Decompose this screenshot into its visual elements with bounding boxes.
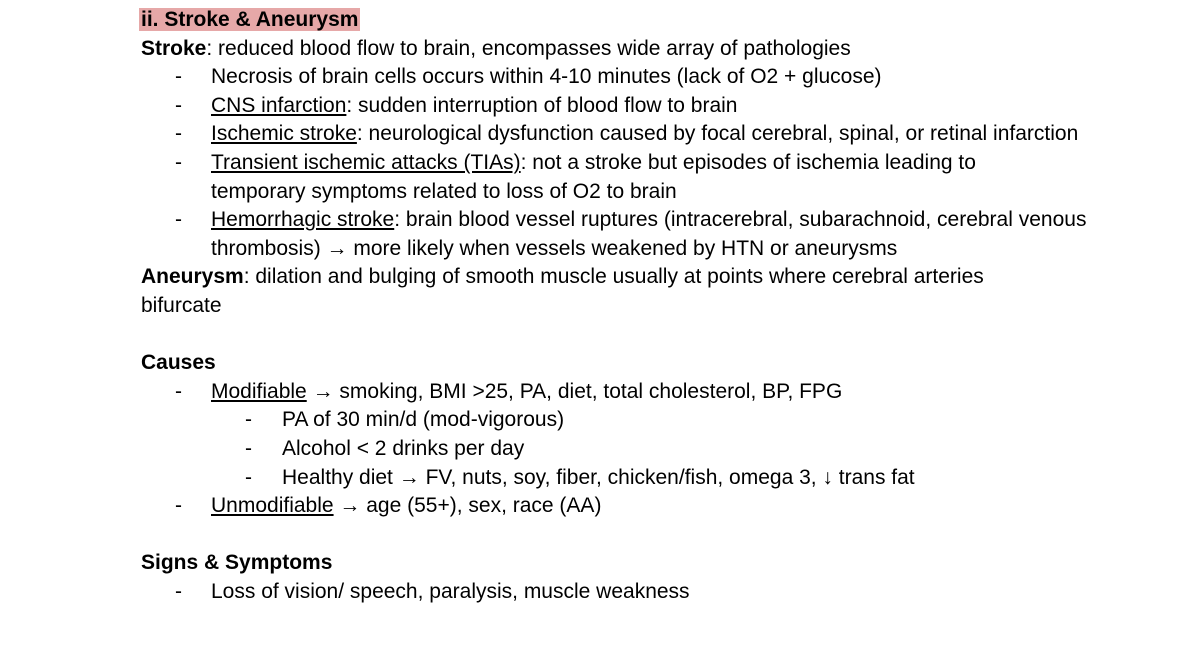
section-title-highlight: ii. Stroke & Aneurysm [141, 8, 359, 31]
stroke-definition [141, 35, 1151, 64]
spacer [141, 321, 1151, 350]
modifiable-subitem-text: Alcohol < 2 drinks per day [282, 436, 525, 460]
stroke-item [141, 63, 1151, 92]
unmodifiable-text: → age (55+), sex, race (AA) [333, 494, 602, 518]
stroke-item [141, 92, 1151, 121]
bullet-dash: - [245, 408, 252, 432]
causes-heading-text: Causes [141, 351, 216, 375]
causes-item-unmodifiable [141, 492, 1151, 521]
stroke-term: Stroke [141, 36, 207, 60]
signs-item [141, 578, 1151, 607]
stroke-item-term: CNS infarction [211, 93, 347, 117]
stroke-item-text: : brain blood vessel ruptures (intracerebral, subarachnoid, cerebral venous thrombosis) → more likely when vessels weakened by HTN or aneurysms [211, 208, 1087, 260]
stroke-item-text: : not a stroke but episodes of ischemia leading to temporary symptoms related to loss of O2 to brain [211, 150, 976, 203]
signs-item-text: Loss of vision/ speech, paralysis, muscle weakness [211, 579, 690, 603]
stroke-item [141, 206, 1111, 263]
stroke-item [141, 149, 1076, 206]
stroke-item-text: Necrosis of brain cells occurs within 4-10 minutes (lack of O2 + glucose) [211, 65, 882, 89]
signs-heading-text: Signs & Symptoms [141, 551, 333, 575]
stroke-item-term: Transient ischemic attacks (TIAs) [211, 150, 521, 174]
causes-item-modifiable [141, 378, 1151, 407]
causes-heading [141, 349, 1151, 378]
modifiable-subitem [141, 435, 1151, 464]
aneurysm-term: Aneurysm [141, 265, 244, 289]
bullet-dash: - [175, 208, 182, 232]
unmodifiable-term: Unmodifiable [211, 494, 334, 518]
bullet-dash: - [175, 494, 182, 518]
aneurysm-definition-text: : dilation and bulging of smooth muscle usually at points where cerebral arteries bifurcate [141, 265, 984, 317]
modifiable-text: → smoking, BMI >25, PA, diet, total cholesterol, BP, FPG [306, 379, 843, 403]
bullet-dash: - [175, 65, 182, 89]
modifiable-subitem [141, 406, 1151, 435]
stroke-item-term: Hemorrhagic stroke [211, 208, 395, 232]
bullet-dash: - [175, 122, 182, 146]
bullet-dash: - [245, 436, 252, 460]
document-page [141, 6, 1151, 606]
section-title [141, 6, 1151, 35]
bullet-dash: - [175, 579, 182, 603]
stroke-item-text: : neurological dysfunction caused by focal cerebral, spinal, or retinal infarction [356, 122, 1079, 146]
aneurysm-definition [141, 263, 1021, 320]
modifiable-subitem-text: PA of 30 min/d (mod-vigorous) [282, 408, 565, 432]
stroke-item-term: Ischemic stroke [211, 122, 357, 146]
stroke-item [141, 120, 1081, 149]
modifiable-term: Modifiable [211, 379, 307, 403]
bullet-dash: - [175, 150, 182, 174]
spacer [141, 521, 1151, 550]
bullet-dash: - [245, 465, 252, 489]
stroke-definition-text: : reduced blood flow to brain, encompasses wide array of pathologies [206, 36, 851, 60]
bullet-dash: - [175, 379, 182, 403]
modifiable-subitem-text: Healthy diet → FV, nuts, soy, fiber, chicken/fish, omega 3, ↓ trans fat [282, 465, 915, 489]
modifiable-subitem [141, 464, 1151, 493]
signs-heading [141, 549, 1151, 578]
stroke-item-text: : sudden interruption of blood flow to brain [346, 93, 738, 117]
bullet-dash: - [175, 93, 182, 117]
